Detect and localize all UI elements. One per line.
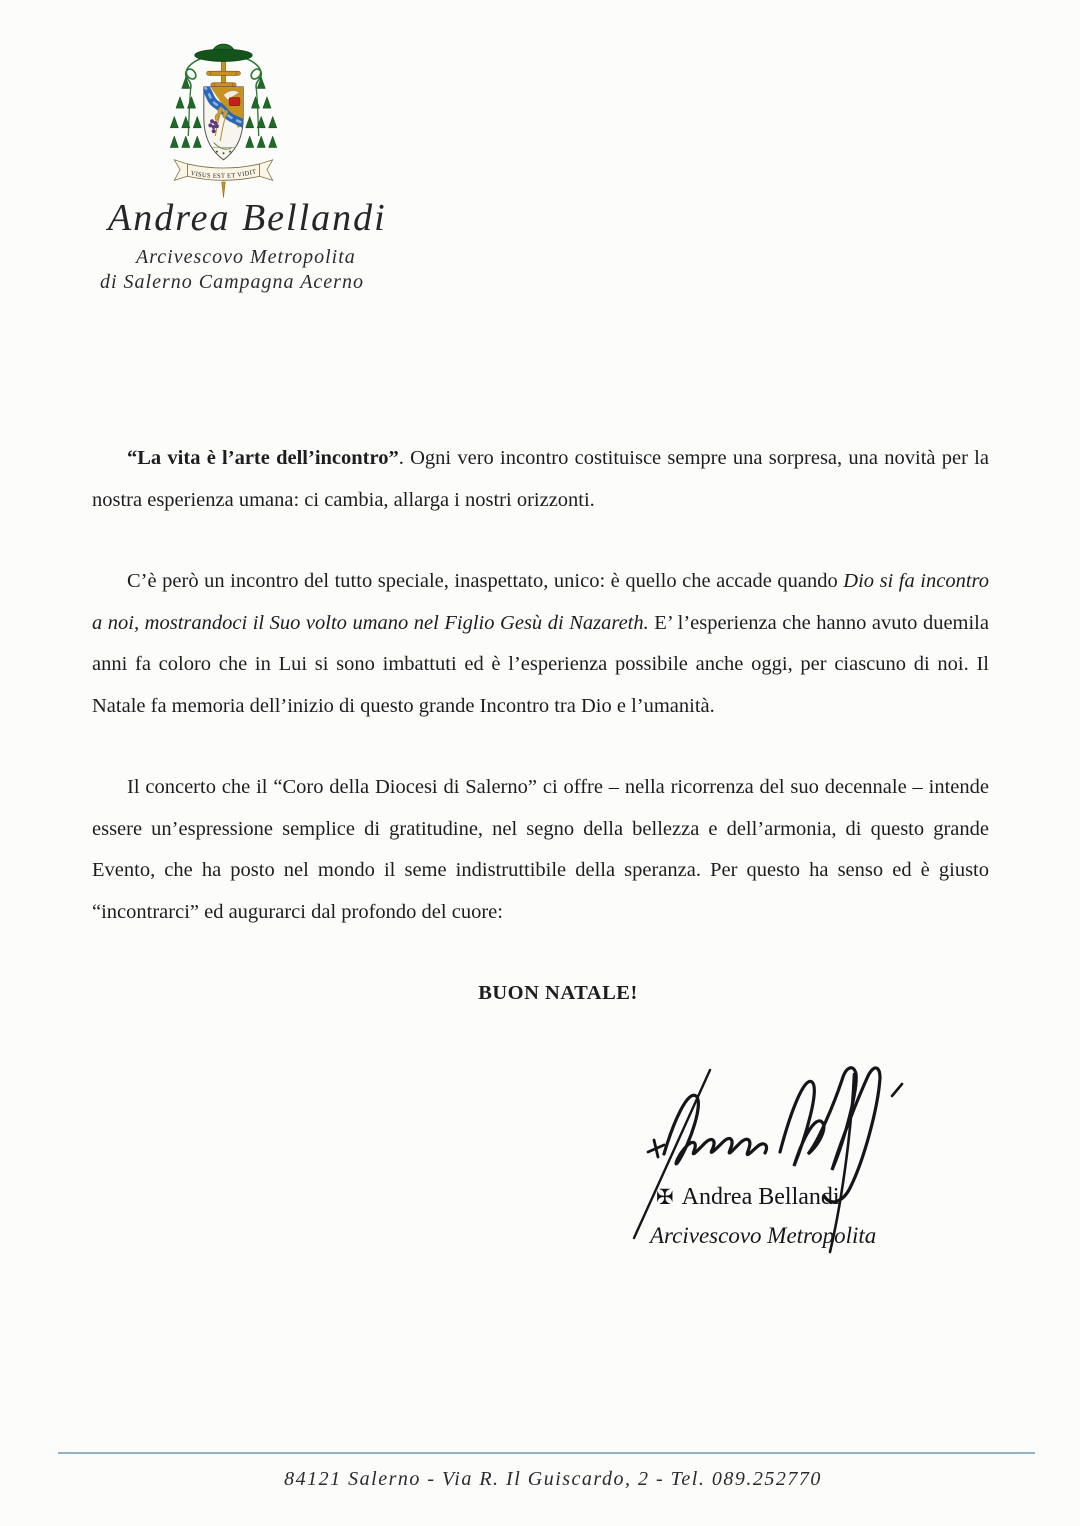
paragraph-1 [92,438,989,521]
paragraph-2 [92,561,989,727]
signatory-title: Arcivescovo Metropolita [650,1223,877,1248]
tassels-left-icon [170,77,201,148]
letterhead-title: Arcivescovo Metropolita [136,246,356,268]
signatory-name-line [656,1184,840,1211]
signatory-name: Andrea Bellandi [681,1184,840,1210]
paragraph-3 [92,767,989,933]
paragraph-2-rest: E’ l’esperienza che hanno avuto duemila anni fa coloro che in Lui si sono imbattuti ed è l’esperienza possibile anche oggi, per ciascuno di noi. Il Natale fa memoria dell’inizio di questo grande Incontro tra Dio e l’umanità. [92,611,989,717]
red-charge-icon [229,98,240,106]
galero-hat-icon [195,44,252,61]
tassels-right-icon [246,77,277,148]
paragraph-3-text: Il concerto che il “Coro della Diocesi di Salerno” ci offre – nella ricorrenza del suo decennale – intende essere un’espressione semplice di gratitudine, nel segno della bellezza e dell’armonia, di questo grande Evento, che ha posto nel mondo il seme indistruttibile della speranza. Per questo ha senso ed è giusto “incontrarci” ed augurarci dal profondo del cuore: [92,776,989,923]
maltese-cross-icon: ✠ [656,1185,674,1209]
crest-motto: VISUS EST ET VIDIT [189,168,258,180]
quote-bold: “La vita è l’arte dell’incontro” [127,447,399,469]
footer-address: 84121 Salerno - Via R. Il Guiscardo, 2 - Tel. 089.252770 [284,1468,822,1490]
shield-icon [203,85,245,160]
episcopal-coat-of-arms-icon [166,36,281,200]
paragraph-1-text: . Ogni vero incontro costituisce sempre una sorpresa, una novità per la nostra esperienza umana: ci cambia, allarga i nostri orizzonti. [92,447,989,511]
christmas-greeting: BUON NATALE! [478,982,638,1004]
footer-divider [58,1452,1035,1454]
paragraph-2-italic: Dio si fa incontro a noi, mostrandoci il Suo volto umano nel Figlio Gesù di Nazareth. [92,570,989,634]
motto-banner-icon [174,160,272,181]
letter-body [92,438,989,1055]
letterhead-diocese: di Salerno Campagna Acerno [100,271,364,293]
paragraph-2-lead: C’è però un incontro del tutto speciale, inaspettato, unico: è quello che accade quando [127,570,844,592]
letterhead-name: Andrea Bellandi [108,197,387,239]
